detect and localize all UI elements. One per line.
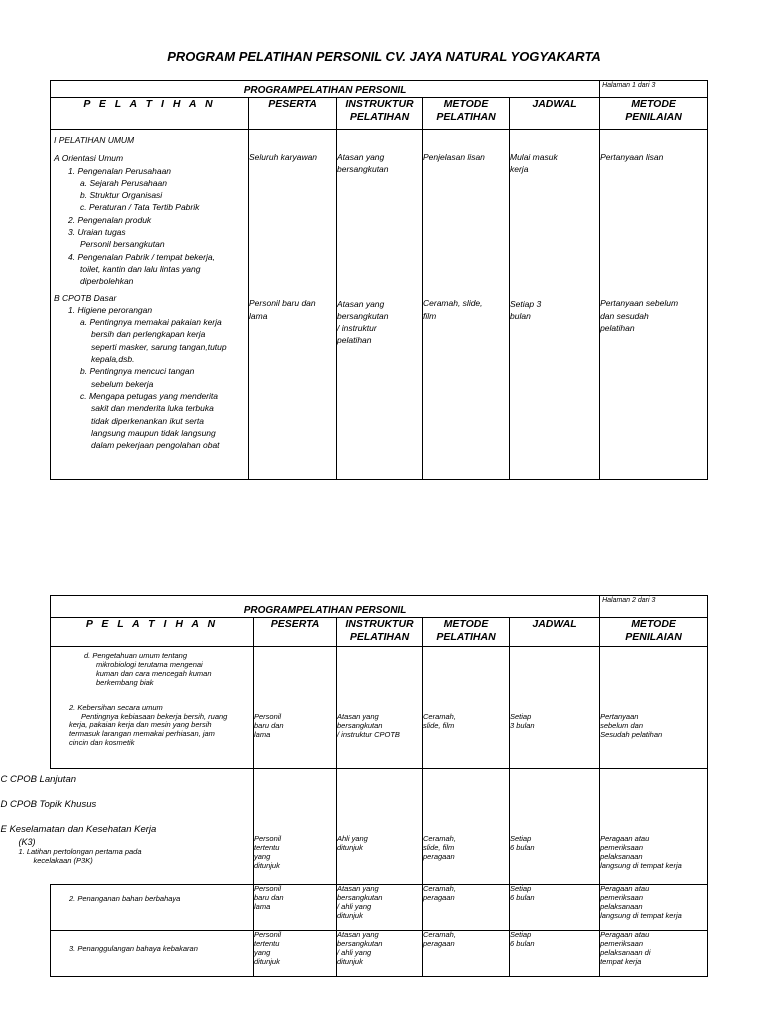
penilaian-value: Peragaan atau — [600, 930, 650, 939]
list-item: a. Sejarah Perusahaan — [80, 177, 167, 188]
page-number: Halaman 1 dari 3 — [600, 81, 708, 98]
instruktur-cell — [337, 885, 423, 931]
jadwal-cell — [510, 931, 600, 977]
list-item: 1. Pengenalan Perusahaan — [68, 165, 172, 176]
section-heading: C CPOB Lanjutan — [0, 774, 77, 785]
jadwal-cell — [510, 130, 600, 480]
header-instruktur: INSTRUKTUR PELATIHAN — [337, 618, 423, 647]
jadwal-value: Setiap — [510, 834, 532, 843]
metode-value: Ceramah, — [423, 884, 456, 893]
metode-cell — [423, 130, 510, 480]
list-item: berkembang biak — [96, 677, 154, 687]
peserta-cell — [254, 769, 337, 885]
pelatihan-cell — [51, 885, 254, 931]
penilaian-cell — [600, 931, 708, 977]
header-metode-pelatihan: METODE PELATIHAN — [423, 98, 510, 130]
jadwal-value: kerja — [510, 164, 529, 175]
list-item: Pentingnya kebiasaan bekerja bersih, ruang — [81, 711, 228, 721]
penilaian-value: pelaksanaan — [600, 901, 643, 911]
jadwal-value: bulan — [510, 310, 531, 321]
list-item: c. Peraturan / Tata Tertib Pabrik — [80, 202, 200, 213]
instruktur-value: ditunjuk — [337, 842, 363, 852]
metode-value: peragaan — [423, 851, 455, 861]
pelatihan-cell — [0, 769, 254, 885]
jadwal-value: Setiap — [510, 884, 532, 893]
peserta-value: tertentu — [254, 938, 280, 948]
section-subheading: (K3) — [18, 837, 36, 847]
penilaian-value: Pertanyaan lisan — [600, 152, 664, 162]
instruktur-cell — [337, 931, 423, 977]
header-metode-penilaian: METODE PENILAIAN — [600, 98, 708, 130]
jadwal-value: Setiap — [510, 712, 532, 721]
list-item: d. Pengetahuan umum tentang — [84, 651, 187, 660]
column-header-row — [51, 618, 708, 647]
table-row — [51, 931, 708, 977]
section-heading: A Orientasi Umum — [54, 153, 124, 164]
jadwal-value: Mulai masuk — [510, 152, 558, 162]
list-item: cincin dan kosmetik — [69, 738, 135, 748]
list-item: Personil bersangkutan — [80, 239, 165, 250]
peserta-value: yang — [254, 851, 271, 861]
instruktur-value: / instruktur CPOTB — [337, 729, 400, 739]
penilaian-cell — [600, 647, 708, 769]
table-row — [51, 130, 708, 480]
penilaian-value: tempat kerja — [600, 956, 642, 966]
list-item: a. Pentingnya memakai pakaian kerja — [80, 317, 222, 328]
document-title: PROGRAM PELATIHAN PERSONIL CV. JAYA NATURAL YOGYAKARTA — [167, 49, 601, 64]
table-title: PROGRAMPELATIHAN PERSONIL — [51, 81, 600, 98]
peserta-cell — [254, 647, 337, 769]
header-jadwal: JADWAL — [510, 618, 600, 647]
list-item: 4. Pengenalan Pabrik / tempat bekerja, — [68, 251, 215, 262]
training-table-page-1 — [50, 80, 708, 480]
metode-value: Ceramah, slide, — [423, 298, 483, 309]
list-item: c. Mengapa petugas yang menderita — [80, 390, 218, 401]
instruktur-value: Ahli yang — [337, 834, 368, 843]
jadwal-value: 6 bulan — [510, 842, 535, 852]
instruktur-value: bersangkutan — [337, 310, 389, 321]
instruktur-cell — [337, 769, 423, 885]
list-item: 1. Higiene perorangan — [68, 304, 153, 315]
penilaian-value: Pertanyaan — [600, 712, 639, 721]
penilaian-value: Pertanyaan sebelum — [600, 298, 679, 309]
metode-value: Penjelasan lisan — [423, 152, 485, 162]
metode-value: Ceramah, — [423, 930, 456, 939]
list-item: termasuk larangan memakai perhiasan, jam — [69, 729, 215, 739]
metode-value: peragaan — [423, 892, 455, 902]
peserta-value: tertentu — [254, 842, 280, 852]
jadwal-value: 6 bulan — [510, 938, 535, 948]
jadwal-cell — [510, 885, 600, 931]
instruktur-cell — [337, 647, 423, 769]
jadwal-cell — [510, 647, 600, 769]
peserta-value: lama — [249, 310, 268, 321]
penilaian-value: pelaksanaan — [600, 851, 643, 861]
pelatihan-cell — [51, 647, 254, 769]
list-item: tidak diperkenankan ikut serta — [91, 415, 204, 426]
section-heading: D CPOB Topik Khusus — [0, 799, 97, 810]
list-item: kepala,dsb. — [91, 354, 135, 365]
list-item: 2. Kebersihan secara umum — [69, 702, 163, 712]
list-item: seperti masker, sarung tangan,tutup — [91, 341, 227, 352]
list-item: diperbolehkan — [80, 276, 134, 287]
penilaian-value: langsung di tempat kerja — [600, 860, 682, 870]
pelatihan-cell — [51, 931, 254, 977]
list-item: sebelum bekerja — [91, 378, 154, 389]
table-row — [51, 769, 708, 885]
jadwal-value: 3 bulan — [510, 720, 535, 730]
header-pelatihan: P E L A T I H A N — [51, 618, 254, 647]
list-item: kuman dan cara mencegah kuman — [96, 668, 212, 678]
header-metode-penilaian: METODE PENILAIAN — [600, 618, 708, 647]
metode-cell — [423, 647, 510, 769]
metode-value: Ceramah, — [423, 712, 456, 721]
instruktur-value: / ahli yang — [337, 901, 372, 911]
penilaian-value: Peragaan atau — [600, 834, 650, 843]
list-item: langsung maupun tidak langsung — [91, 427, 216, 438]
header-peserta: PESERTA — [249, 98, 337, 130]
penilaian-cell — [600, 885, 708, 931]
table-title: PROGRAMPELATIHAN PERSONIL — [51, 596, 600, 618]
penilaian-value: dan sesudah — [600, 310, 649, 321]
instruktur-value: Atasan yang — [337, 712, 379, 721]
metode-cell — [423, 931, 510, 977]
instruktur-value: / ahli yang — [337, 947, 372, 957]
list-item: 3. Uraian tugas — [68, 227, 126, 238]
penilaian-value: Peragaan atau — [600, 884, 650, 893]
list-item: 1. Latihan pertolongan pertama pada — [18, 847, 142, 857]
peserta-value: Seluruh karyawan — [249, 152, 318, 162]
section-heading: I PELATIHAN UMUM — [54, 135, 135, 145]
list-item: 2. Penanganan bahan berbahaya — [69, 894, 181, 903]
metode-value: film — [423, 310, 437, 321]
table-row — [51, 885, 708, 931]
table-row — [51, 647, 708, 769]
peserta-value: Personil — [254, 712, 282, 721]
metode-cell — [423, 769, 510, 885]
penilaian-value: pelatihan — [600, 322, 635, 333]
peserta-cell — [254, 885, 337, 931]
training-table-page-2 — [0, 595, 708, 977]
instruktur-value: bersangkutan — [337, 892, 383, 902]
jadwal-value: Setiap 3 — [510, 298, 542, 309]
peserta-value: baru dan — [254, 892, 284, 902]
metode-value: peragaan — [423, 938, 455, 948]
peserta-value: ditunjuk — [254, 956, 280, 966]
instruktur-value: bersangkutan — [337, 938, 383, 948]
penilaian-value: Sesudah pelatihan — [600, 729, 663, 739]
header-jadwal: JADWAL — [510, 98, 600, 130]
peserta-value: baru dan — [254, 720, 284, 730]
peserta-value: yang — [254, 947, 271, 957]
peserta-value: Personil baru dan — [249, 298, 316, 309]
header-peserta: PESERTA — [254, 618, 337, 647]
list-item: mikrobiologi terutama mengenai — [96, 659, 203, 669]
instruktur-value: bersangkutan — [337, 164, 389, 175]
list-item: bersih dan perlengkapan kerja — [91, 329, 206, 340]
penilaian-value: pemeriksaan — [600, 892, 644, 902]
header-instruktur: INSTRUKTUR PELATIHAN — [337, 98, 423, 130]
metode-value: slide, film — [423, 720, 455, 730]
peserta-value: ditunjuk — [254, 860, 280, 870]
instruktur-value: Atasan yang — [337, 930, 379, 939]
metode-value: Ceramah, — [423, 834, 456, 843]
instruktur-value: bersangkutan — [337, 720, 383, 730]
pelatihan-cell — [51, 130, 249, 480]
section-heading: B CPOTB Dasar — [54, 292, 117, 303]
penilaian-value: langsung di tempat kerja — [600, 910, 682, 920]
list-item: b. Pentingnya mencuci tangan — [80, 366, 195, 377]
metode-cell — [423, 885, 510, 931]
peserta-value: lama — [254, 729, 271, 739]
instruktur-value: / instruktur — [337, 323, 377, 334]
header-metode-pelatihan: METODE PELATIHAN — [423, 618, 510, 647]
jadwal-value: Setiap — [510, 930, 532, 939]
column-header-row — [51, 98, 708, 130]
jadwal-cell — [510, 769, 600, 885]
instruktur-value: Atasan yang — [337, 152, 385, 162]
list-item: 3. Penanggulangan bahaya kebakaran — [69, 944, 198, 953]
list-item: 2. Pengenalan produk — [68, 214, 152, 225]
penilaian-cell — [600, 130, 708, 480]
peserta-value: Personil — [254, 930, 282, 939]
peserta-value: Personil — [254, 834, 282, 843]
penilaian-value: pemeriksaan — [600, 938, 644, 948]
header-pelatihan: P E L A T I H A N — [51, 98, 249, 130]
section-heading: E Keselamatan dan Kesehatan Kerja — [0, 824, 157, 835]
jadwal-value: 6 bulan — [510, 892, 535, 902]
penilaian-value: pemeriksaan — [600, 842, 644, 852]
peserta-cell — [254, 931, 337, 977]
instruktur-value: pelatihan — [337, 335, 372, 346]
penilaian-value: pelaksanaan di — [600, 947, 651, 957]
list-item: kecelakaan (P3K) — [33, 856, 93, 866]
page-number: Halaman 2 dari 3 — [600, 596, 708, 618]
list-item: toilet, kantin dan lalu lintas yang — [80, 263, 201, 274]
list-item: kerja, pakaian kerja dan mesin yang bersih — [69, 720, 212, 730]
instruktur-value: ditunjuk — [337, 910, 363, 920]
list-item: dalam pekerjaan pengolahan obat — [91, 440, 220, 451]
peserta-value: Personil — [254, 884, 282, 893]
instruktur-cell — [337, 130, 423, 480]
list-item: b. Struktur Organisasi — [80, 190, 163, 201]
peserta-value: lama — [254, 901, 271, 911]
instruktur-value: ditunjuk — [337, 956, 363, 966]
instruktur-value: Atasan yang — [337, 298, 385, 309]
metode-value: slide, film — [423, 842, 455, 852]
penilaian-value: sebelum dan — [600, 720, 644, 730]
peserta-cell — [249, 130, 337, 480]
list-item: sakit dan menderita luka terbuka — [91, 403, 214, 414]
penilaian-cell — [600, 769, 708, 885]
instruktur-value: Atasan yang — [337, 884, 379, 893]
